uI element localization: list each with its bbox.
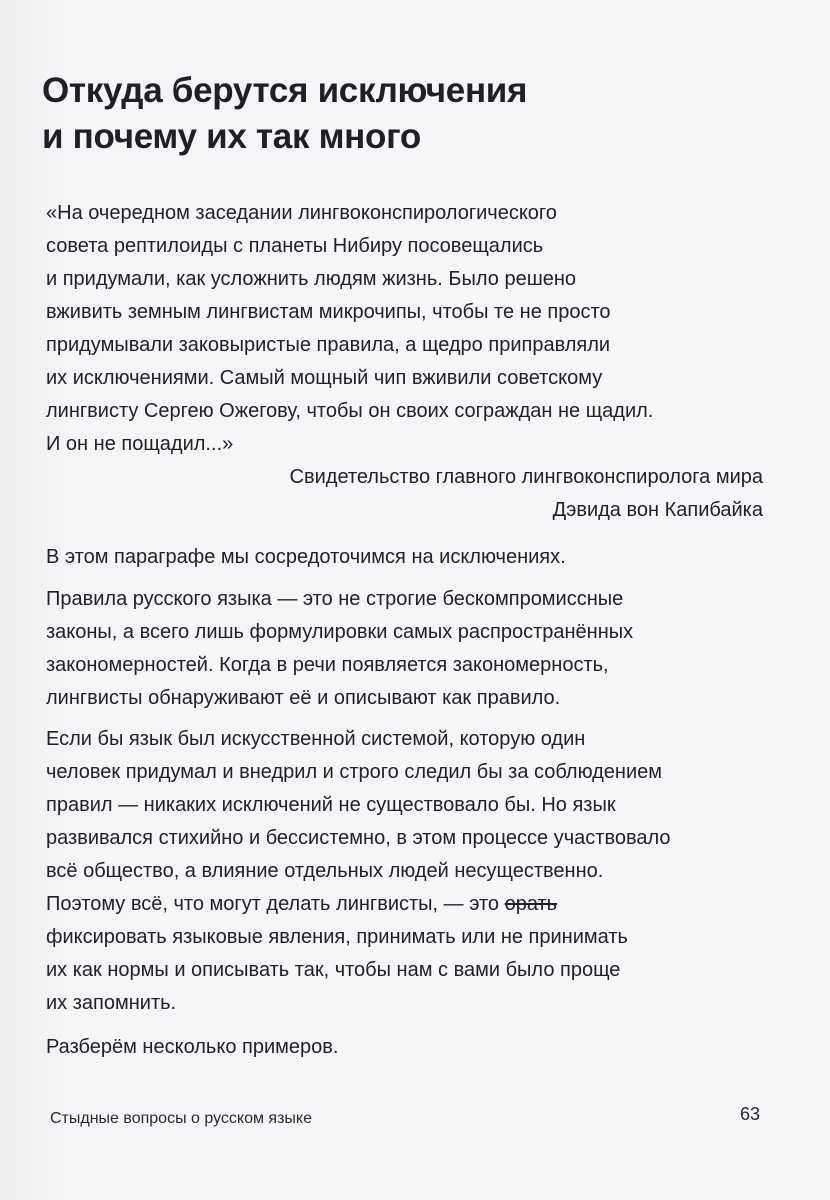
- heading-line: Откуда берутся исключения: [42, 71, 528, 110]
- paragraph-4: [46, 1031, 776, 1064]
- paragraph-line: законы, а всего лишь формулировки самых распространённых: [46, 621, 634, 643]
- quote-line: придумывали заковыристые правила, а щедро приправляли: [46, 334, 611, 356]
- paragraph-line-with-strikethrough: [46, 888, 776, 921]
- paragraph-line: их запомнить.: [46, 992, 177, 1014]
- epigraph-attribution: [46, 461, 763, 527]
- paragraph-line: фиксировать языковые явления, принимать или не принимать: [46, 926, 628, 948]
- quote-line: лингвисту Сергею Ожегову, чтобы он своих сограждан не щадил.: [46, 400, 654, 422]
- paragraph-line: их как нормы и описывать так, чтобы нам с вами было проще: [46, 959, 621, 981]
- paragraph-line: всё общество, а влияние отдельных людей несущественно.: [46, 860, 604, 882]
- paragraph-line: Если бы язык был искусственной системой, которую один: [46, 728, 586, 750]
- quote-line: совета рептилоиды с планеты Нибиру посовещались: [46, 235, 544, 257]
- quote-line: вживить земным лингвистам микрочипы, чтобы те не просто: [46, 301, 611, 323]
- paragraph-line: В этом параграфе мы сосредоточимся на исключениях.: [46, 546, 566, 568]
- quote-line: их исключениями. Самый мощный чип вживили советскому: [46, 367, 603, 389]
- attribution-line: Дэвида вон Капибайка: [552, 499, 763, 521]
- paragraph-line: развивался стихийно и бессистемно, в этом процессе участвовало: [46, 827, 671, 849]
- paragraph-2: [46, 583, 776, 715]
- heading-line: и почему их так много: [42, 117, 421, 156]
- paragraph-line: Правила русского языка — это не строгие бескомпромиссные: [46, 588, 624, 610]
- paragraph-line: лингвисты обнаруживают её и описывают как правило.: [46, 687, 561, 709]
- paragraph-3: [46, 723, 776, 1020]
- struck-word: орать: [504, 893, 558, 915]
- paragraph-1: [46, 541, 776, 574]
- paragraph-line: Разберём несколько примеров.: [46, 1036, 339, 1058]
- paragraph-line: человек придумал и внедрил и строго следил бы за соблюдением: [46, 761, 663, 783]
- quote-line: и придумали, как усложнить людям жизнь. Было решено: [46, 268, 577, 290]
- running-footer-title: Стыдные вопросы о русском языке: [50, 1110, 313, 1127]
- line-start-text: Поэтому всё, что могут делать лингвисты, — это: [46, 893, 505, 915]
- page-number: 63: [740, 1104, 761, 1124]
- paragraph-line: закономерностей. Когда в речи появляется закономерность,: [46, 654, 609, 676]
- paragraph-line: правил — никаких исключений не существовало бы. Но язык: [46, 794, 616, 816]
- section-heading: [42, 68, 762, 160]
- epigraph-quote: [46, 197, 776, 461]
- attribution-line: Свидетельство главного лингвоконспиролога мира: [289, 466, 763, 488]
- quote-line: «На очередном заседании лингвоконспирологического: [46, 202, 557, 224]
- quote-line: И он не пощадил...»: [46, 433, 234, 455]
